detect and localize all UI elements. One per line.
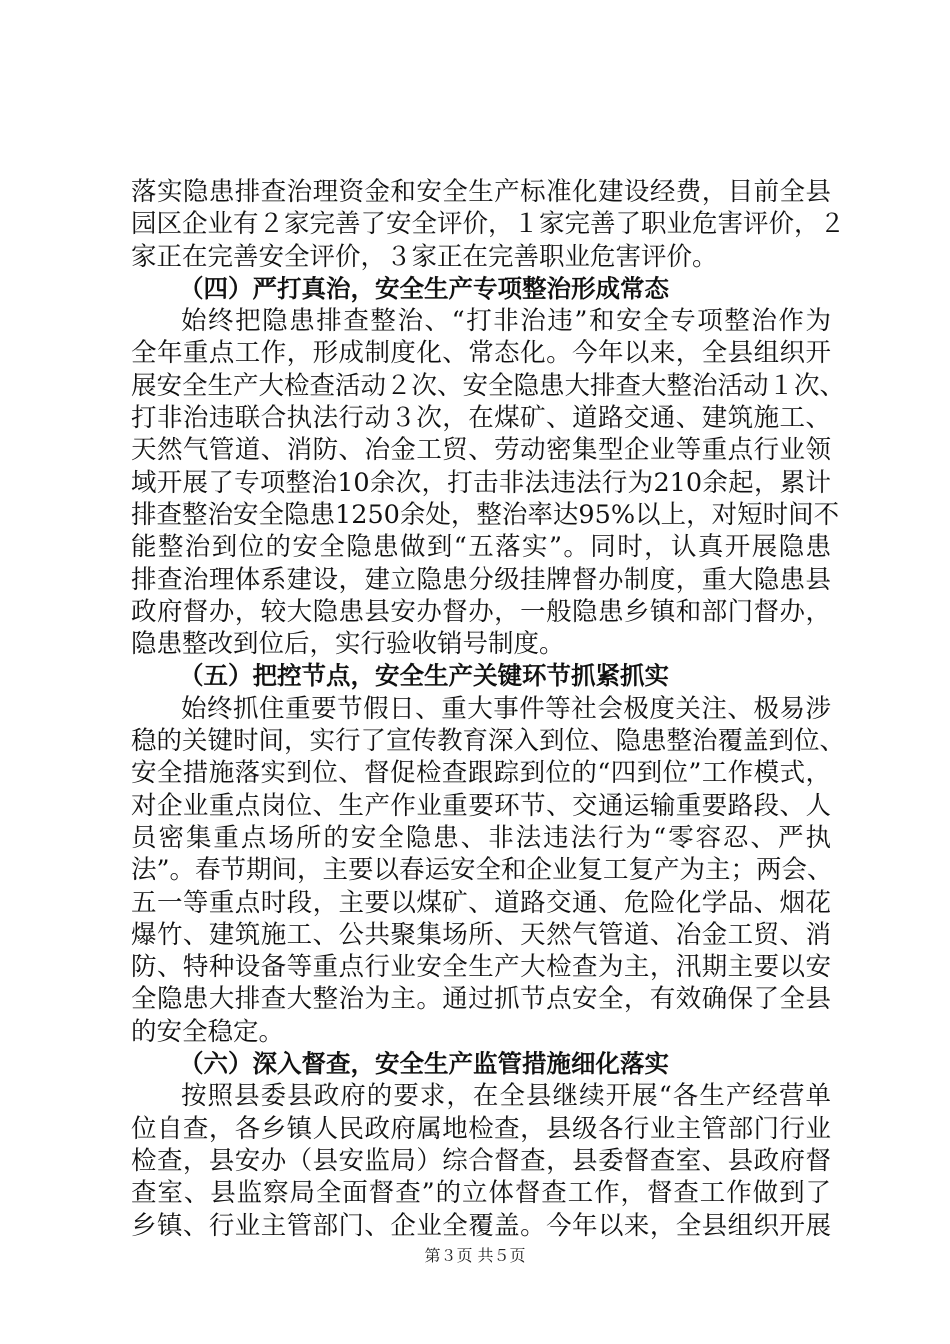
text-line: 落实隐患排查治理资金和安全生产标准化建设经费，目前全县 xyxy=(131,177,831,207)
text-line: 能整治到位的安全隐患做到“五落实”。同时，认真开展隐患 xyxy=(131,532,831,563)
text-line: 员密集重点场所的安全隐患、非法违法行为“零容忍、严执 xyxy=(131,822,831,853)
text-line: 乡镇、行业主管部门、企业全覆盖。今年以来，全县组织开展 xyxy=(131,1210,831,1241)
text-line: 对企业重点岗位、生产作业重要环节、交通运输重要路段、人 xyxy=(131,790,831,821)
text-line: 的安全稳定。 xyxy=(131,1016,285,1047)
text-line: 五一等重点时段，主要以煤矿、道路交通、危险化学品、烟花 xyxy=(131,887,831,918)
text-line: 域开展了专项整治10余次，打击非法违法行为210余起，累计 xyxy=(131,467,831,498)
section-heading: （五）把控节点，安全生产关键环节抓紧抓实 xyxy=(179,661,669,691)
text-line: 检查，县安办（县安监局）综合督查，县委督查室、县政府督 xyxy=(131,1145,831,1176)
text-line: 法”。春节期间，主要以春运安全和企业复工复产为主；两会、 xyxy=(131,855,833,886)
text-line: 家正在完善安全评价，３家正在完善职业危害评价。 xyxy=(131,241,718,272)
text-line: 全隐患大排查大整治为主。通过抓节点安全，有效确保了全县 xyxy=(131,984,831,1015)
text-line: 安全措施落实到位、督促检查跟踪到位的“四到位”工作模式， xyxy=(131,758,831,789)
text-line: 天然气管道、消防、冶金工贸、劳动密集型企业等重点行业领 xyxy=(131,435,831,466)
section-heading: （四）严打真治，安全生产专项整治形成常态 xyxy=(179,273,669,303)
paragraph xyxy=(131,693,846,1048)
text-line: 打非治违联合执法行动３次，在煤矿、道路交通、建筑施工、 xyxy=(131,403,831,434)
paragraph xyxy=(131,176,846,273)
section-heading: （六）深入督查，安全生产监管措施细化落实 xyxy=(179,1049,669,1079)
page-number-footer: 第３页 共５页 xyxy=(424,1246,526,1265)
text-line: 爆竹、建筑施工、公共聚集场所、天然气管道、冶金工贸、消 xyxy=(131,919,831,950)
text-line: 政府督办，较大隐患县安办督办，一般隐患乡镇和部门督办， xyxy=(131,596,831,627)
text-line: 展安全生产大检查活动２次、安全隐患大排查大整治活动１次、 xyxy=(131,370,846,401)
text-line: 隐患整改到位后，实行验收销号制度。 xyxy=(131,629,565,660)
paragraph xyxy=(131,305,846,660)
text-line: 排查治理体系建设，建立隐患分级挂牌督办制度，重大隐患县 xyxy=(131,564,831,595)
text-line: 稳的关键时间，实行了宣传教育深入到位、隐患整治覆盖到位、 xyxy=(131,726,846,757)
document-body xyxy=(131,176,846,1242)
text-line: 查室、县监察局全面督查”的立体督查工作，督查工作做到了 xyxy=(131,1178,831,1209)
text-line: 排查整治安全隐患1250余处，整治率达95%以上，对短时间不 xyxy=(131,499,840,530)
paragraph xyxy=(131,1080,831,1241)
text-line: 始终抓住重要节假日、重大事件等社会极度关注、极易涉 xyxy=(181,693,831,724)
text-line: 位自查，各乡镇人民政府属地检查，县级各行业主管部门行业 xyxy=(131,1113,831,1144)
text-line: 按照县委县政府的要求，在全县继续开展“各生产经营单 xyxy=(181,1081,831,1112)
text-line: 防、特种设备等重点行业安全生产大检查为主，汛期主要以安 xyxy=(131,952,831,983)
text-line: 园区企业有２家完善了安全评价，１家完善了职业危害评价，２ xyxy=(131,209,846,240)
text-line: 始终把隐患排查整治、“打非治违”和安全专项整治作为 xyxy=(181,306,831,337)
text-line: 全年重点工作，形成制度化、常态化。今年以来，全县组织开 xyxy=(131,338,831,369)
